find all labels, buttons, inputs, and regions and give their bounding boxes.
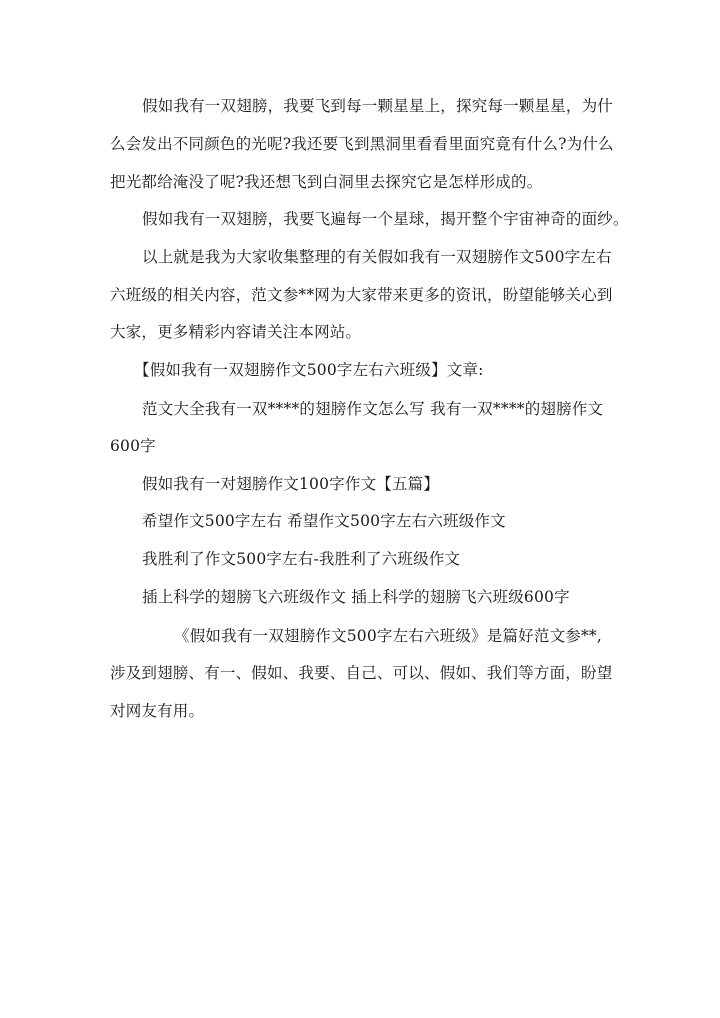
paragraph-1-line-2: 么会发出不同颜色的光呢?我还要飞到黑洞里看看里面究竟有什么?为什么 <box>110 135 614 153</box>
related-article-2: 假如我有一对翅膀作文100字作文【五篇】 <box>142 475 440 493</box>
related-article-3: 希望作文500字左右 希望作文500字左右六班级作文 <box>142 512 506 530</box>
related-article-4: 我胜利了作文500字左右-我胜利了六班级作文 <box>142 550 461 568</box>
related-article-1-line-2: 600字 <box>110 437 156 455</box>
paragraph-1-line-1: 假如我有一双翅膀，我要飞到每一颗星星上，探究每一颗星星，为什 <box>142 97 614 115</box>
paragraph-3-line-2: 六班级的相关内容，范文参**网为大家带来更多的资讯，盼望能够关心到 <box>110 286 613 304</box>
related-article-1-line-1: 范文大全我有一双****的翅膀作文怎么写 我有一双****的翅膀作文 <box>142 400 604 418</box>
related-article-5: 插上科学的翅膀飞六班级作文 插上科学的翅膀飞六班级600字 <box>142 588 570 606</box>
related-articles-heading: 【假如我有一双翅膀作文500字左右六班级】文章: <box>134 361 484 379</box>
paragraph-3-line-3: 大家，更多精彩内容请关注本网站。 <box>110 323 362 341</box>
paragraph-2-line-1: 假如我有一双翅膀，我要飞遍每一个星球，揭开整个宇宙神奇的面纱。 <box>142 210 629 228</box>
paragraph-1-line-3: 把光都给淹没了呢?我还想飞到白洞里去探究它是怎样形成的。 <box>110 173 543 191</box>
closing-paragraph-line-3: 对网友有用。 <box>110 702 205 720</box>
paragraph-3-line-1: 以上就是我为大家收集整理的有关假如我有一双翅膀作文500字左右 <box>142 248 612 266</box>
closing-paragraph-line-1: 《假如我有一双翅膀作文500字左右六班级》是篇好范文参**, <box>174 627 603 645</box>
closing-paragraph-line-2: 涉及到翅膀、有一、假如、我要、自己、可以、假如、我们等方面，盼望 <box>110 664 613 682</box>
